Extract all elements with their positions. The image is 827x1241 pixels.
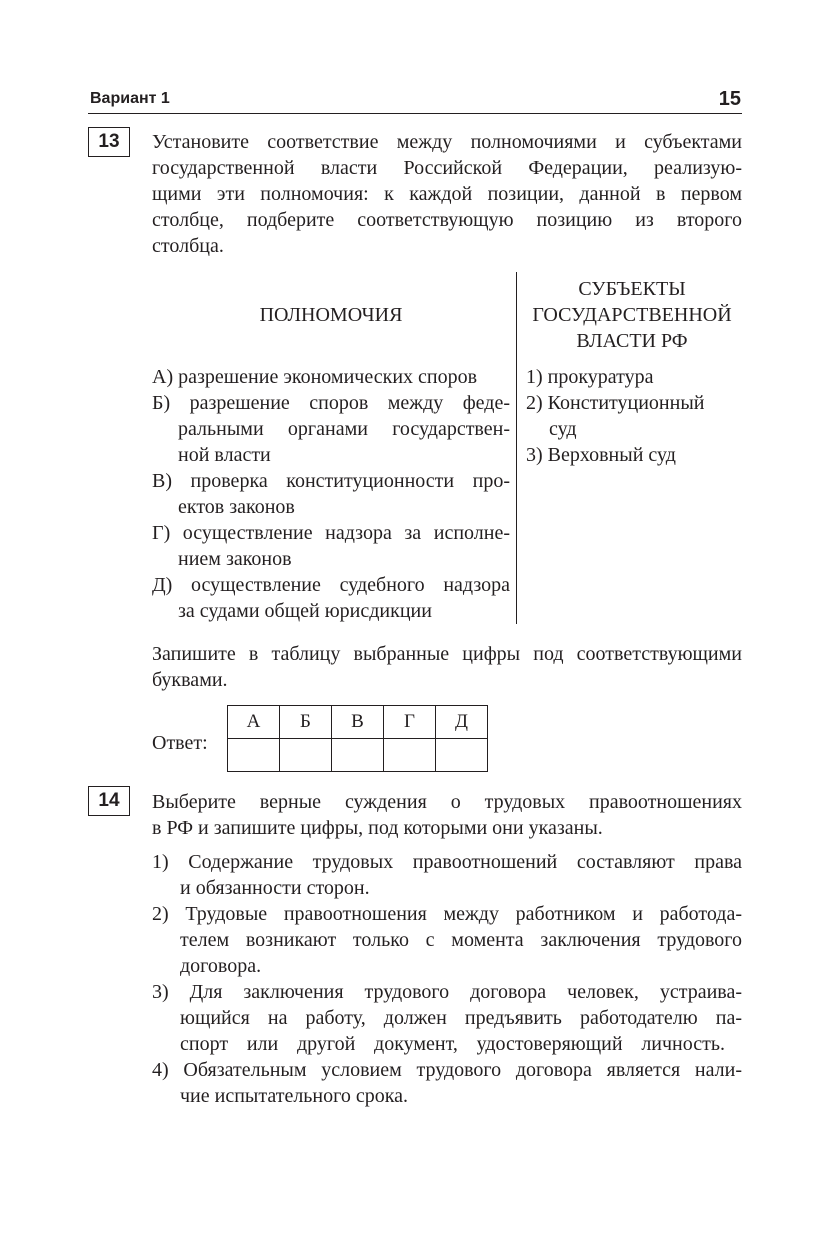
answer-cell-a[interactable] [228, 739, 280, 772]
task-14-number: 14 [88, 786, 130, 816]
statement-item-continued: договора. [180, 955, 262, 977]
subject-item: 2) Конституционный [526, 392, 705, 414]
statement-item-continued: телем возникают только с момента заключения трудового [180, 929, 742, 951]
power-item-continued: нием законов [178, 548, 292, 570]
answer-cell-b[interactable] [280, 739, 332, 772]
intro-line: в РФ и запишите цифры, под которыми они указаны. [152, 817, 603, 839]
statement-item: 2) Трудовые правоотношения между работником и работода- [152, 903, 742, 925]
answer-letter-b: Б [280, 706, 332, 739]
answer-header-row [228, 706, 488, 739]
heading-line: СУБЪЕКТЫ [578, 278, 686, 300]
intro-line: Установите соответствие между полномочиями и субъектами [152, 131, 742, 153]
header-rule [88, 113, 742, 114]
power-item: Г) осуществление надзора за исполне- [152, 522, 510, 544]
intro-line: столбце, подберите соответствующую позицию из второго [152, 209, 742, 231]
subject-item: 1) прокуратура [526, 366, 654, 388]
statement-item: 1) Содержание трудовых правоотношений составляют права [152, 851, 742, 873]
statement-item-continued: ющийся на работу, должен предъявить работодателю па- [180, 1007, 742, 1029]
answer-table [227, 705, 488, 772]
column-divider [516, 272, 517, 624]
answer-letter-g: Г [384, 706, 436, 739]
answer-letter-a: А [228, 706, 280, 739]
answer-input-row [228, 739, 488, 772]
intro-line: щими эти полномочия: к каждой позиции, данной в первом [152, 183, 742, 205]
column-heading-powers: ПОЛНОМОЧИЯ [259, 304, 403, 326]
power-item-continued: ектов законов [178, 496, 295, 518]
running-header-variant: Вариант 1 [90, 90, 170, 107]
statement-item-continued: чие испытательного срока. [180, 1085, 408, 1107]
answer-letter-v: В [332, 706, 384, 739]
power-item: В) проверка конституционности про- [152, 470, 510, 492]
statement-item-continued: и обязанности сторон. [180, 877, 370, 899]
power-item-continued: ральными органами государствен- [178, 418, 510, 440]
intro-line: столбца. [152, 235, 224, 257]
power-item: Б) разрешение споров между феде- [152, 392, 510, 414]
page-number: 15 [718, 88, 741, 110]
instruction-line: Запишите в таблицу выбранные цифры под соответствующими [152, 643, 742, 665]
heading-line: ГОСУДАРСТВЕННОЙ [532, 304, 732, 326]
intro-line: государственной власти Российской Федерации, реализую- [152, 157, 742, 179]
answer-label: Ответ: [152, 732, 208, 754]
power-item: А) разрешение экономических споров [152, 366, 478, 388]
answer-cell-g[interactable] [384, 739, 436, 772]
power-item: Д) осуществление судебного надзора [152, 574, 510, 596]
subject-item-continued: суд [549, 418, 577, 440]
statement-item: 4) Обязательным условием трудового договора является нали- [152, 1059, 742, 1081]
power-item-continued: ной власти [178, 444, 271, 466]
instruction-line: буквами. [152, 669, 228, 691]
subject-item: 3) Верховный суд [526, 444, 676, 466]
answer-cell-v[interactable] [332, 739, 384, 772]
power-item-continued: за судами общей юрисдикции [178, 600, 432, 622]
answer-cell-d[interactable] [436, 739, 488, 772]
heading-line: ВЛАСТИ РФ [576, 330, 688, 352]
statement-item-continued: спорт или другой документ, удостоверяющий личность. [180, 1033, 725, 1055]
statement-item: 3) Для заключения трудового договора человек, устраива- [152, 981, 742, 1003]
answer-letter-d: Д [436, 706, 488, 739]
intro-line: Выберите верные суждения о трудовых правоотношениях [152, 791, 742, 813]
task-13-number: 13 [88, 127, 130, 157]
